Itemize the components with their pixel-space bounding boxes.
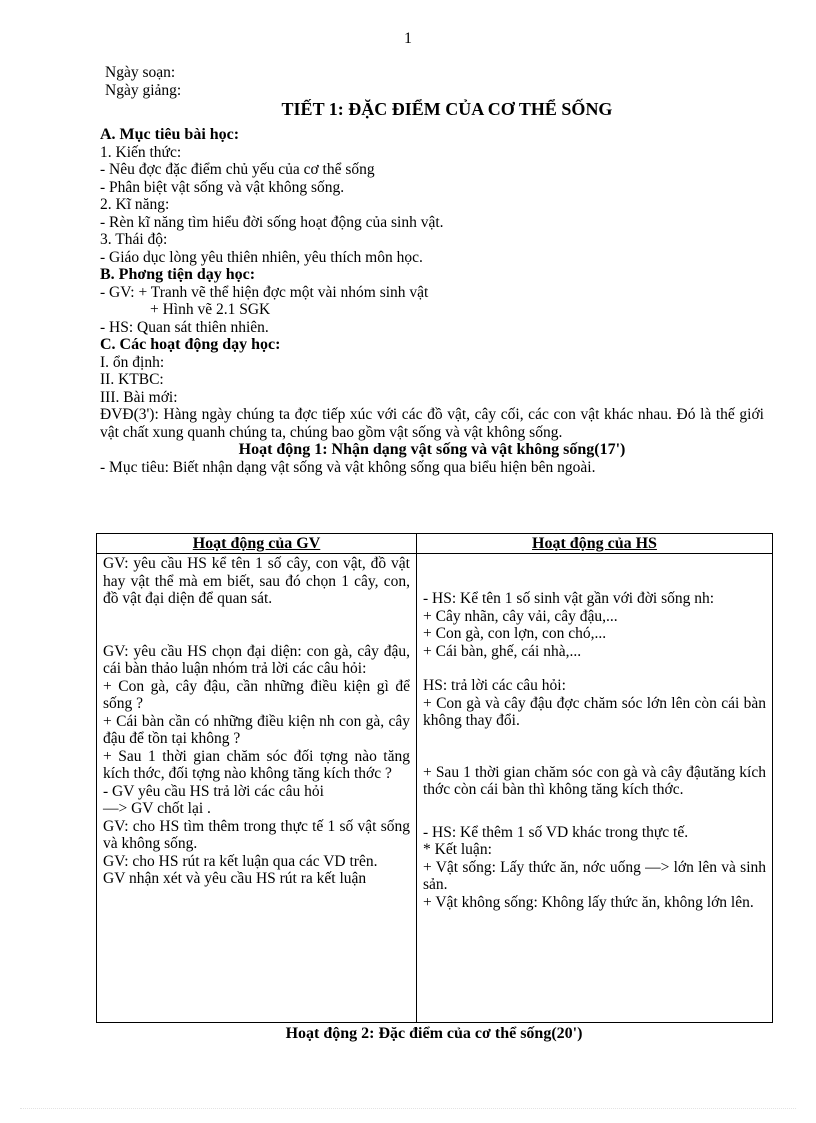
section-b-gv-line-2: + Hình vẽ 2.1 SGK [150,301,271,318]
section-b-gv-line: - GV: + Tranh vẽ thể hiện đợc một vài nhóm sinh vật [100,283,429,301]
hs-text: + Cái bàn, ghế, cái nhà,... [423,642,582,660]
gv-column [97,554,417,1023]
dvd-paragraph: ĐVĐ(3'): Hàng ngày chúng ta đợc tiếp xúc với các đồ vật, cây cối, các con vật khác nhau. Đó là thế giới vật chất xung quanh chúng ta, chúng bao gồm vật sống và vật không sống. [100,406,764,441]
section-a-line: - Phân biệt vật sống và vật không sống. [100,178,345,196]
hs-text: + Cây nhãn, cây vải, cây đậu,... [423,607,618,625]
hs-text: + Con gà và cây đậu đợc chăm sóc lớn lên còn cái bàn không thay đổi. [423,694,766,729]
section-c-line: I. ổn định: [100,353,165,371]
header-hs: Hoạt động của HS [417,534,773,554]
activity-table [96,533,773,1023]
section-c-line: II. KTBC: [100,371,164,388]
gv-text: GV nhận xét và yêu cầu HS rút ra kết luận [103,870,367,887]
gv-text: + Con gà, cây đậu, cần những điều kiện gì để sống ? [103,677,410,712]
activity-1-goal: - Mục tiêu: Biết nhận dạng vật sống và vật không sống qua biểu hiện bên ngoài. [100,458,596,476]
section-b-hs-line: - HS: Quan sát thiên nhiên. [100,318,269,336]
section-a-line: - Nêu đợc đặc điểm chủ yếu của cơ thể sống [100,161,375,178]
activity-1-heading: Hoạt động 1: Nhận dạng vật sống và vật không sống(17') [238,441,626,458]
hs-text: - HS: Kể tên 1 số sinh vật gần với đời sống nh: [423,590,715,607]
gv-text: —> GV chốt lại . [103,800,211,817]
gv-text: + Cái bàn cần có những điều kiện nh con gà, cây đậu để tồn tại không ? [103,712,410,747]
section-c-line: III. Bài mới: [100,388,178,406]
header-gv: Hoạt động của GV [97,534,417,554]
lesson-content [100,64,764,476]
gv-text: GV: cho HS rút ra kết luận qua các VD trên. [103,852,378,870]
section-a-line: 1. Kiến thức: [100,143,182,161]
gv-text: GV: cho HS tìm thêm trong thực tế 1 số vật sống và không sống. [103,817,410,852]
page-number: 1 [404,30,412,47]
hs-text: HS: trả lời các câu hỏi: [423,677,566,694]
section-c-heading: C. Các hoạt động dạy học: [100,336,281,353]
gv-text: + Sau 1 thời gian chăm sóc đối tợng nào tăng kích thớc, đối tợng nào không tăng kích thớc ? [103,747,410,782]
section-a-line: - Rèn kĩ năng tìm hiểu đời sống hoạt động của sinh vật. [100,213,444,231]
section-a-line: 3. Thái độ: [100,231,168,248]
lesson-title: TIẾT 1: ĐẶC ĐIỂM CỦA CƠ THỂ SỐNG [281,99,613,119]
hs-text: + Con gà, con lợn, con chó,... [423,625,607,642]
activity-2-heading: Hoạt động 2: Đặc điểm của cơ thể sống(20') [285,1025,583,1042]
section-a-line: - Giáo dục lòng yêu thiên nhiên, yêu thích môn học. [100,248,423,266]
section-b-heading: B. Phơng tiện dạy học: [100,266,256,283]
hs-text: * Kết luận: [423,841,492,858]
hs-text: + Vật không sống: Không lấy thức ăn, không lớn lên. [423,893,754,911]
hs-text: + Vật sống: Lấy thức ăn, nớc uống —> lớn lên và sinh sản. [423,858,766,893]
section-a-heading: A. Mục tiêu bài học: [100,126,240,143]
gv-text: GV: yêu cầu HS kể tên 1 số cây, con vật, đồ vật hay vật thể mà em biết, sau đó chọn 1 cây, con, đồ vật đại diện để quan sát. [103,555,410,607]
ngay-giang: Ngày giảng: [105,81,182,99]
hs-text: + Sau 1 thời gian chăm sóc con gà và cây đậutăng kích thớc còn cái bàn thì không tăng kích thớc. [423,763,766,798]
page-bottom-divider [20,1108,796,1109]
section-a-line: 2. Kĩ năng: [100,196,170,213]
gv-text: GV: yêu cầu HS chọn đại diện: con gà, cây đậu, cái bàn thảo luận nhóm trả lời các câu hỏi: [103,642,410,677]
hs-text: - HS: Kể thêm 1 số VD khác trong thực tế. [423,823,689,841]
table-row [97,554,773,1023]
gv-text: - GV yêu cầu HS trả lời các câu hỏi [103,782,324,800]
ngay-soan: Ngày soạn: [105,64,176,81]
table-header-row [97,534,773,554]
hs-column [417,554,773,1023]
